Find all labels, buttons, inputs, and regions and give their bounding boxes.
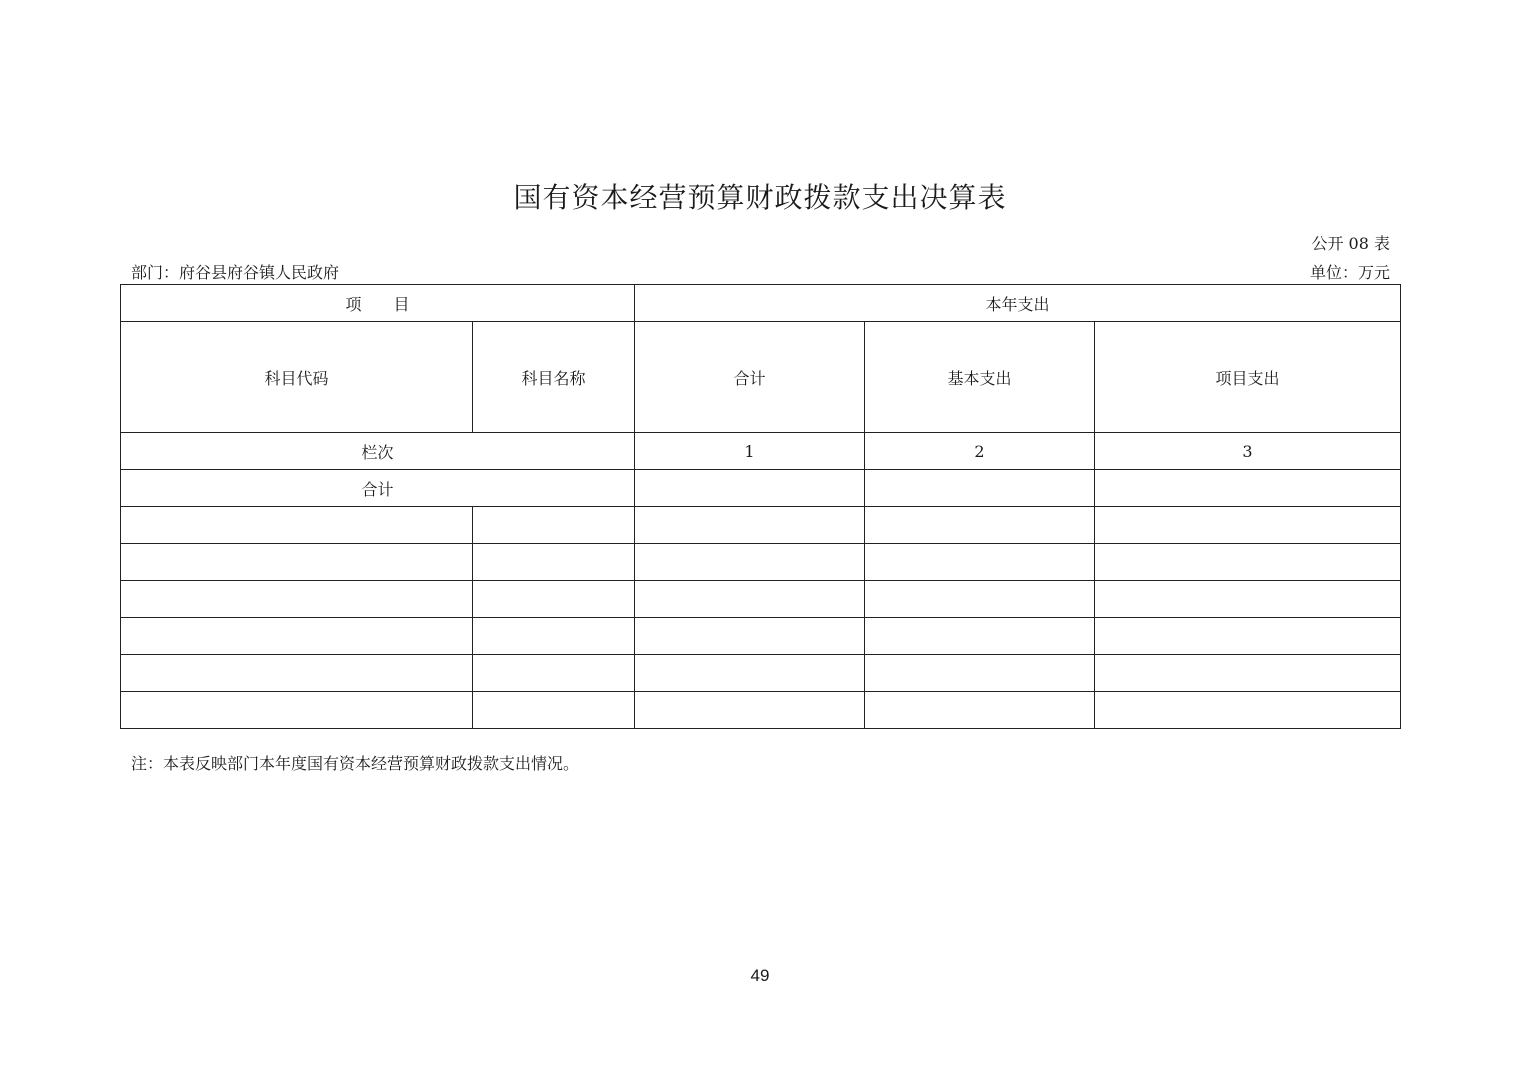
cell-name bbox=[473, 507, 635, 544]
table-row bbox=[121, 655, 1401, 692]
cell-project bbox=[1095, 618, 1401, 655]
table-row bbox=[121, 618, 1401, 655]
column-index-1: 1 bbox=[635, 433, 865, 470]
cell-total bbox=[635, 544, 865, 581]
page-number: 49 bbox=[750, 966, 770, 985]
column-header-row bbox=[121, 322, 1401, 433]
cell-total bbox=[635, 655, 865, 692]
table-row bbox=[121, 544, 1401, 581]
cell-name bbox=[473, 544, 635, 581]
header-basic: 基本支出 bbox=[865, 322, 1095, 433]
cell-project bbox=[1095, 692, 1401, 729]
cell-total bbox=[635, 581, 865, 618]
column-index-2: 2 bbox=[865, 433, 1095, 470]
column-index-label: 栏次 bbox=[121, 433, 635, 470]
cell-code bbox=[121, 544, 473, 581]
cell-name bbox=[473, 581, 635, 618]
cell-basic bbox=[865, 618, 1095, 655]
table-row bbox=[121, 581, 1401, 618]
cell-name bbox=[473, 618, 635, 655]
column-index-3: 3 bbox=[1095, 433, 1401, 470]
header-project: 项目支出 bbox=[1095, 322, 1401, 433]
cell-project bbox=[1095, 507, 1401, 544]
cell-code bbox=[121, 618, 473, 655]
cell-basic bbox=[865, 581, 1095, 618]
table-row bbox=[121, 692, 1401, 729]
cell-project bbox=[1095, 581, 1401, 618]
footnote: 注：本表反映部门本年度国有资本经营预算财政拨款支出情况。 bbox=[131, 754, 580, 773]
budget-table bbox=[120, 284, 1401, 729]
total-row-project bbox=[1095, 470, 1401, 507]
header-current-year: 本年支出 bbox=[635, 285, 1401, 322]
cell-total bbox=[635, 618, 865, 655]
department-label: 部门：府谷县府谷镇人民政府 bbox=[131, 263, 340, 282]
total-row-label: 合计 bbox=[121, 470, 635, 507]
cell-basic bbox=[865, 655, 1095, 692]
page-title: 国有资本经营预算财政拨款支出决算表 bbox=[513, 181, 1007, 214]
cell-code bbox=[121, 655, 473, 692]
cell-name bbox=[473, 655, 635, 692]
cell-project bbox=[1095, 544, 1401, 581]
cell-total bbox=[635, 507, 865, 544]
form-number: 公开 08 表 bbox=[1311, 234, 1390, 253]
group-header-row bbox=[121, 285, 1401, 322]
unit-label: 单位：万元 bbox=[1309, 263, 1390, 282]
header-code: 科目代码 bbox=[121, 322, 473, 433]
column-index-row bbox=[121, 433, 1401, 470]
cell-code bbox=[121, 692, 473, 729]
cell-name bbox=[473, 692, 635, 729]
header-name: 科目名称 bbox=[473, 322, 635, 433]
cell-project bbox=[1095, 655, 1401, 692]
cell-basic bbox=[865, 544, 1095, 581]
cell-code bbox=[121, 507, 473, 544]
cell-basic bbox=[865, 507, 1095, 544]
total-row bbox=[121, 470, 1401, 507]
cell-basic bbox=[865, 692, 1095, 729]
total-row-basic bbox=[865, 470, 1095, 507]
cell-total bbox=[635, 692, 865, 729]
header-total: 合计 bbox=[635, 322, 865, 433]
total-row-total bbox=[635, 470, 865, 507]
header-item: 项 目 bbox=[121, 285, 635, 322]
table-row bbox=[121, 507, 1401, 544]
cell-code bbox=[121, 581, 473, 618]
